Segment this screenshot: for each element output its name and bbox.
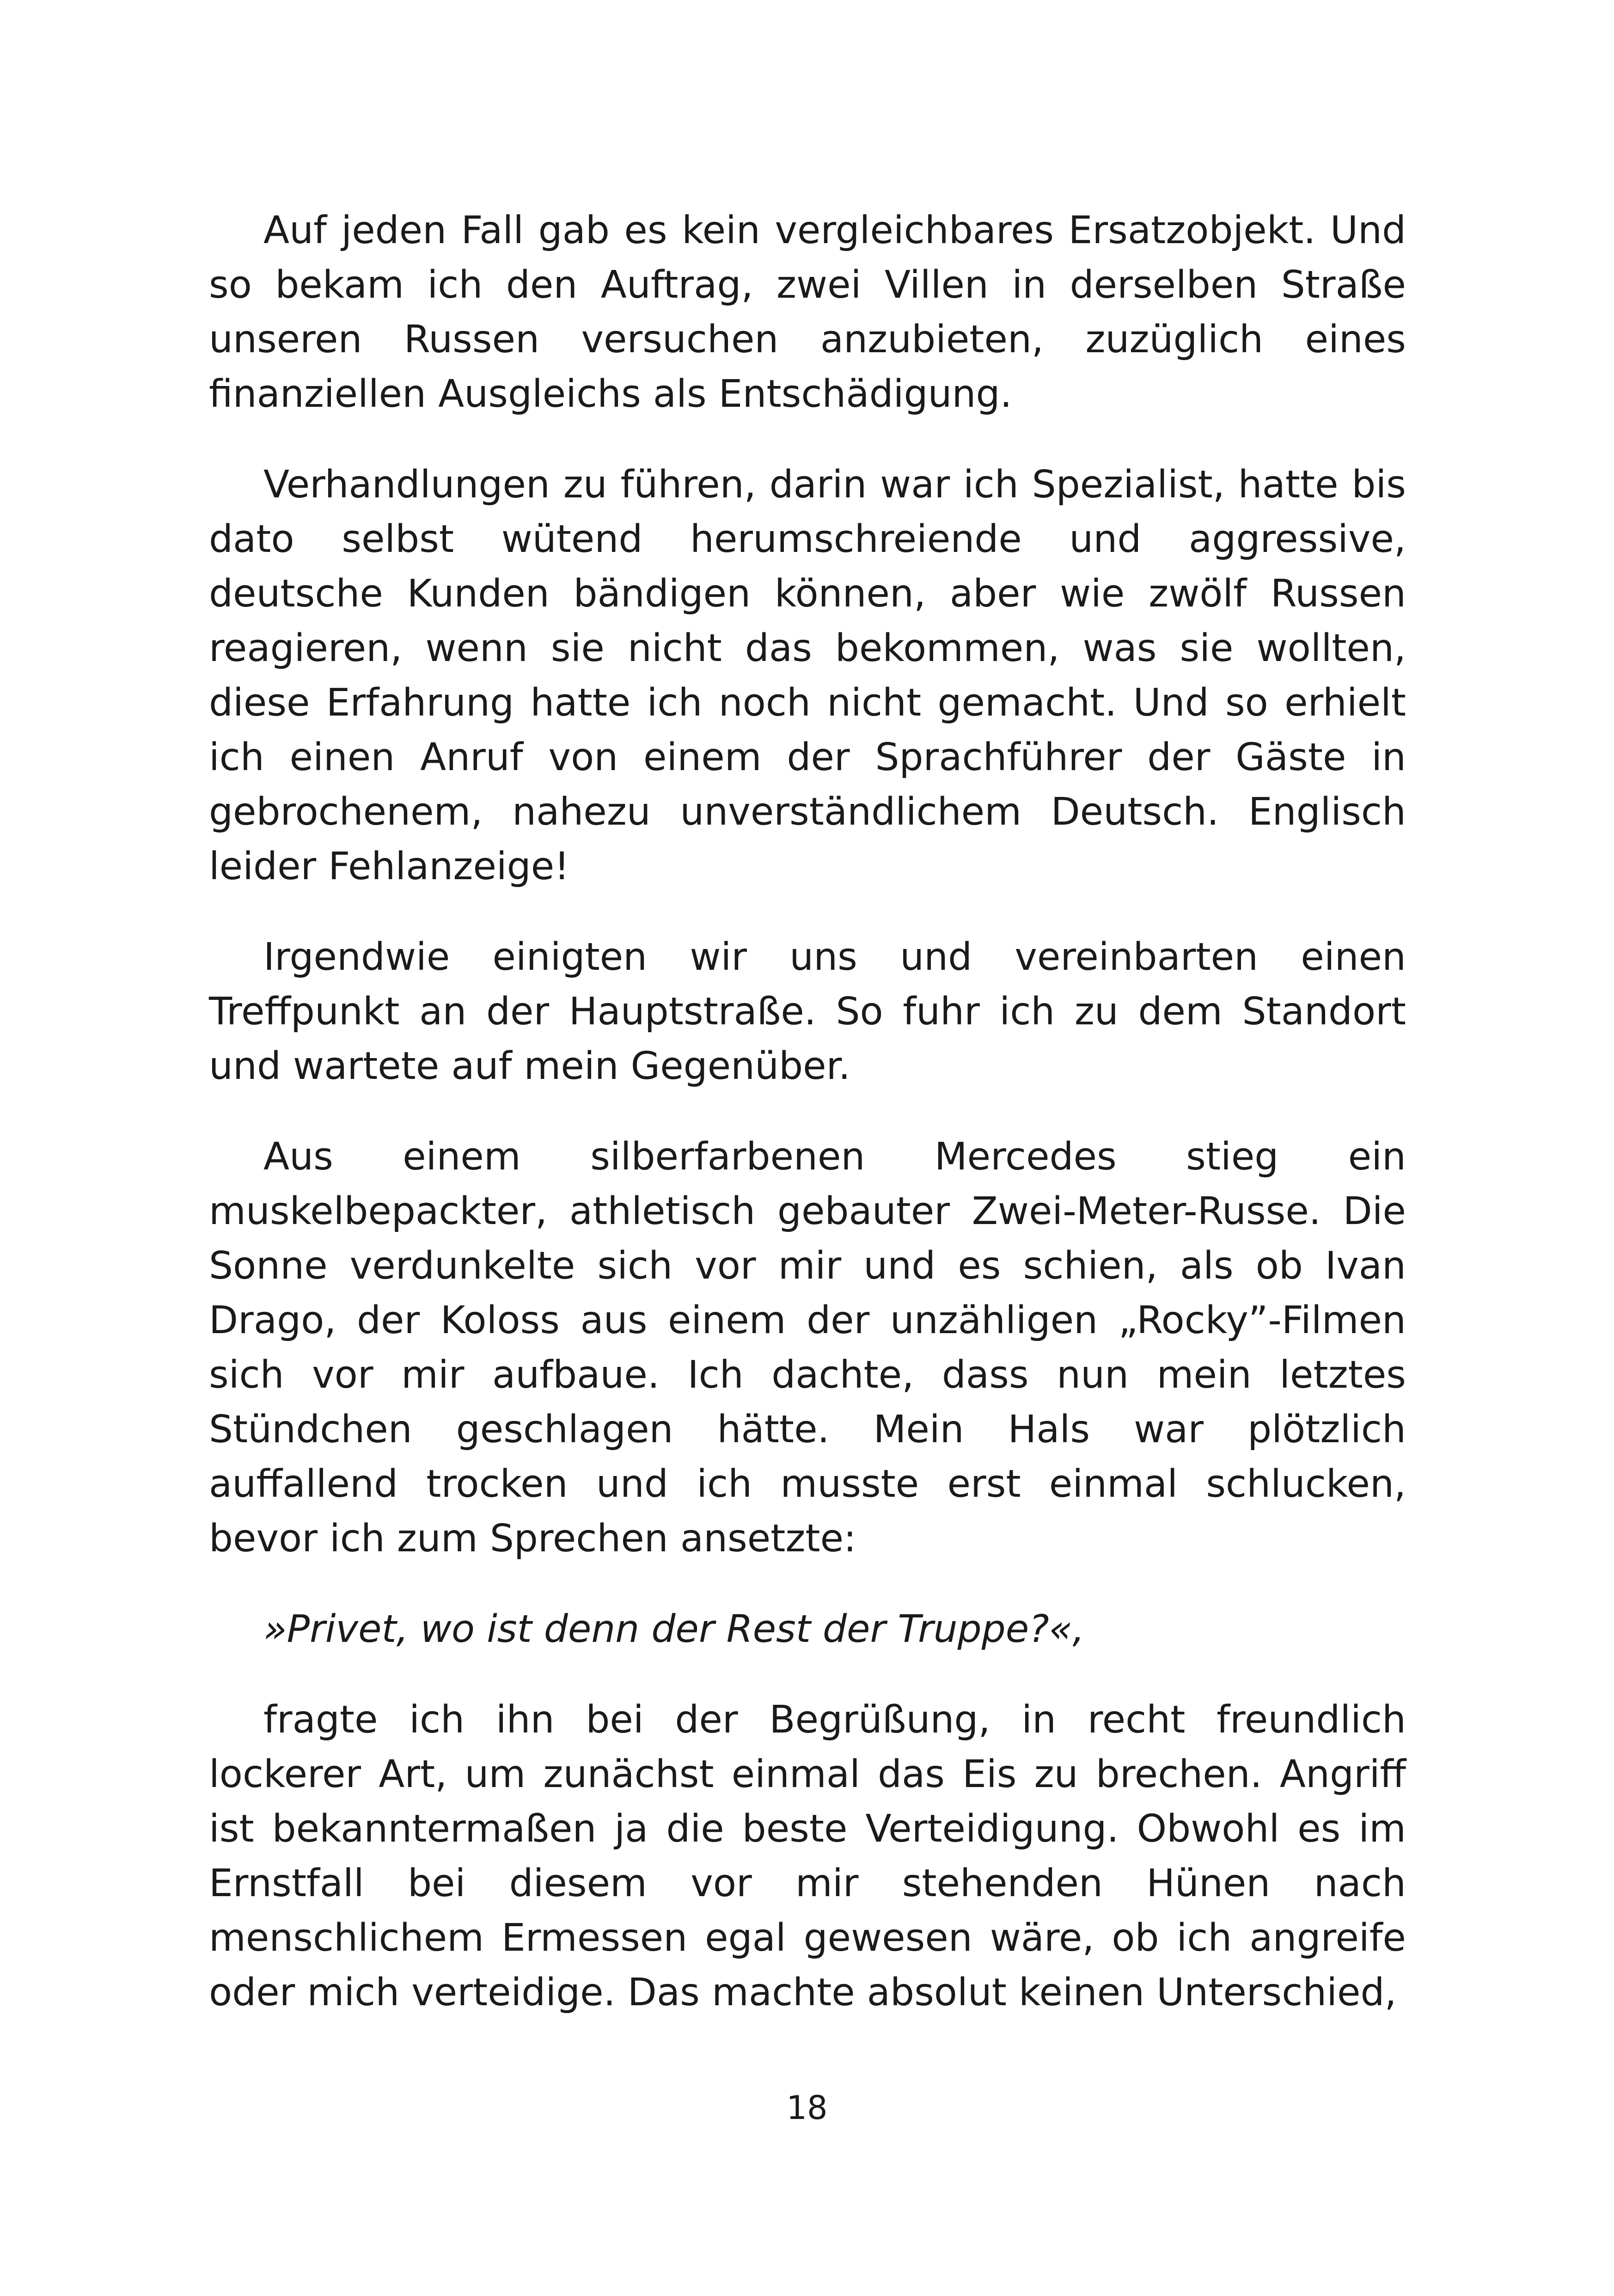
quoted-speech: »Privet, wo ist denn der Rest der Truppe?«, <box>263 1607 1085 1651</box>
page-number: 18 <box>786 2089 828 2127</box>
paragraph-3: Irgendwie einigten wir uns und vereinbarten einen Treffpunkt an der Hauptstraße. So fuhr ich zu dem Standort und wartete auf mein Gegenüber. <box>209 935 1406 1088</box>
body-text <box>209 203 1406 2056</box>
paragraph-4: Aus einem silberfarbenen Mercedes stieg ein muskelbepackter, athletisch gebauter Zwei-Meter-Russe. Die Sonne verdunkelte sich vor mir und es schien, als ob Ivan Drago, der Koloss aus einem der unzähligen „Rocky”-Filmen sich vor mir aufbaue. Ich dachte, dass nun mein letztes Stündchen geschlagen hätte. Mein Hals war plötzlich auffallend trocken und ich musste erst einmal schlucken, bevor ich zum Sprechen ansetzte: <box>209 1135 1406 1561</box>
paragraph-6: fragte ich ihn bei der Begrüßung, in recht freundlich lockerer Art, um zunächst einmal das Eis zu brechen. Angriff ist bekanntermaßen ja die beste Verteidigung. Obwohl es im Ernstfall bei diesem vor mir stehenden Hünen nach menschlichem Ermessen egal gewesen wäre, ob ich angreife oder mich verteidige. Das machte absolut keinen Unterschied, <box>209 1698 1406 2014</box>
paragraph-2: Verhandlungen zu führen, darin war ich Spezialist, hatte bis dato selbst wütend herumschreiende und aggressive, deutsche Kunden bändigen können, aber wie zwölf Russen reagieren, wenn sie nicht das bekommen, was sie wollten, diese Erfahrung hatte ich noch nicht gemacht. Und so erhielt ich einen Anruf von einem der Sprachführer der Gäste in gebrochenem, nahezu unverständlichem Deutsch. Englisch leider Fehlanzeige! <box>209 463 1406 888</box>
paragraph-1: Auf jeden Fall gab es kein vergleichbares Ersatzobjekt. Und so bekam ich den Auftrag, zwei Villen in derselben Straße unseren Russen versuchen anzubieten, zuzüglich eines finanziellen Ausgleichs als Entschädigung. <box>209 208 1406 416</box>
